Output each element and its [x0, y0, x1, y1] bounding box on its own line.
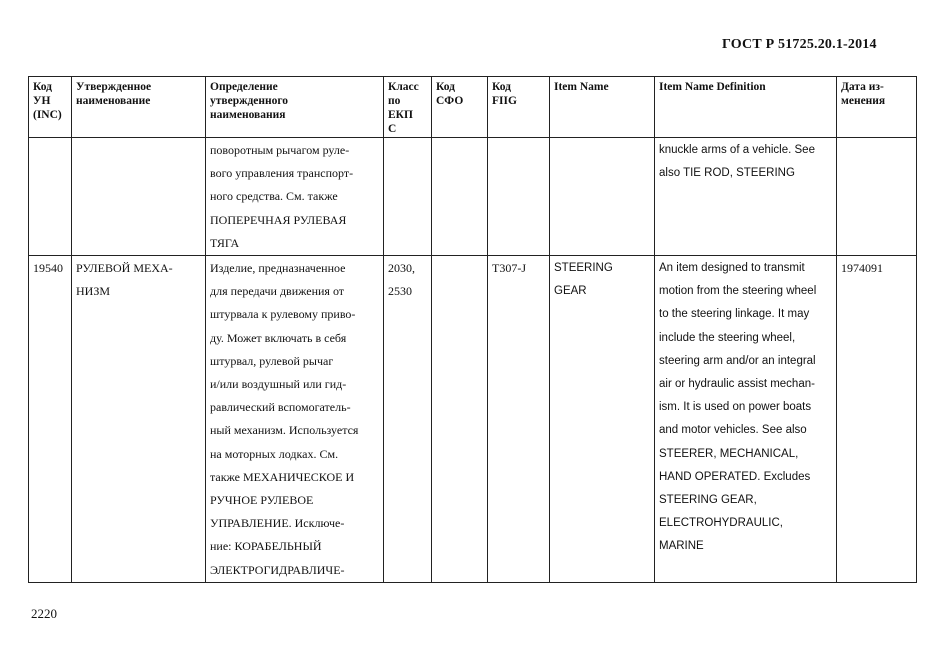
header-line: Item Name: [554, 81, 609, 93]
sfo-header: [432, 77, 488, 138]
terms-table: [28, 76, 917, 583]
definition-cell: [206, 138, 384, 256]
cell-line: air or hydraulic assist mechan-: [659, 378, 815, 391]
name-header: [72, 77, 206, 138]
cell-line: ние: КОРАБЕЛЬНЫЙ: [210, 539, 322, 554]
cell-line: An item designed to transmit: [659, 262, 805, 275]
header-line: Код: [33, 81, 53, 93]
header-line: Дата из-: [841, 81, 884, 93]
cell-line: РУЛЕВОЙ МЕХА-: [76, 261, 173, 276]
standard-header: ГОСТ Р 51725.20.1-2014: [722, 37, 877, 52]
header-line: ЕКП: [388, 109, 413, 121]
page-number: 2220: [31, 606, 57, 621]
cell-line: 19540: [33, 261, 63, 276]
cell-line: поворотным рычагом руле-: [210, 143, 350, 157]
definition-cell: [206, 256, 384, 583]
inc-cell: [29, 138, 72, 256]
cell-line: ELECTROHYDRAULIC,: [659, 517, 783, 530]
cell-line: ism. It is used on power boats: [659, 401, 812, 414]
table-body: [29, 138, 917, 583]
cell-line: для передачи движения от: [210, 284, 345, 299]
header-line: Определение: [210, 81, 278, 93]
item-definition-header: [655, 77, 837, 138]
date-header: [837, 77, 917, 138]
cell-line: НИЗМ: [76, 284, 111, 299]
class-cell: [384, 256, 432, 583]
cell-line: ный механизм. Используется: [210, 423, 359, 438]
cell-line: STEERING GEAR,: [659, 494, 757, 507]
class-cell: [384, 138, 432, 256]
header-line: утвержденного: [210, 95, 289, 107]
cell-line: 2530: [388, 284, 412, 299]
cell-line: GEAR: [554, 285, 587, 298]
name-cell: [72, 256, 206, 583]
header-line: Код: [436, 81, 456, 93]
header-line: СФО: [436, 95, 464, 107]
cell-line: MARINE: [659, 540, 704, 553]
item-definition-cell: [655, 256, 837, 583]
name-cell: [72, 138, 206, 256]
cell-line: steering arm and/or an integral: [659, 354, 816, 367]
cell-line: 2030,: [388, 261, 415, 276]
cell-line: на моторных лодках. См.: [210, 446, 339, 461]
cell-line: HAND OPERATED. Excludes: [659, 470, 811, 483]
cell-line: штурвал, рулевой рычаг: [210, 353, 334, 368]
cell-line: ЭЛЕКТРОГИДРАВЛИЧЕ-: [210, 562, 345, 577]
cell-line: ТЯГА: [210, 235, 240, 250]
header-line: Класс: [388, 81, 419, 93]
header-line: по: [388, 95, 401, 107]
inc-header: [29, 77, 72, 138]
cell-line: также МЕХАНИЧЕСКОЕ И: [210, 469, 355, 484]
date-cell: [837, 256, 917, 583]
cell-line: Изделие, предназначенное: [210, 261, 346, 276]
item-name-header: [550, 77, 655, 138]
cell-line: and motor vehicles. See also: [659, 424, 807, 437]
cell-line: УПРАВЛЕНИЕ. Исключе-: [210, 516, 345, 531]
header-line: менения: [841, 95, 886, 107]
table-header-row: [29, 77, 917, 138]
cell-line: ного средства. См. также: [210, 189, 338, 204]
header-line: FIIG: [492, 95, 517, 107]
cell-line: T307-J: [492, 261, 526, 276]
cell-line: STEERING: [554, 262, 613, 275]
fiig-cell: [488, 138, 550, 256]
header-line: наименование: [76, 95, 151, 107]
cell-line: штурвала к рулевому приво-: [210, 307, 356, 322]
table-row: [29, 256, 917, 583]
table-row: [29, 138, 917, 256]
cell-line: also TIE ROD, STEERING: [659, 167, 795, 180]
header-line: УН: [33, 95, 51, 107]
class-header: [384, 77, 432, 138]
sfo-cell: [432, 256, 488, 583]
cell-line: STEERER, MECHANICAL,: [659, 447, 799, 460]
header-line: (INC): [33, 109, 62, 121]
cell-line: вого управления транспорт-: [210, 166, 354, 181]
cell-line: равлический вспомогатель-: [210, 400, 351, 415]
cell-line: 1974091: [841, 261, 883, 276]
definition-header: [206, 77, 384, 138]
cell-line: РУЧНОЕ РУЛЕВОЕ: [210, 493, 314, 508]
cell-line: и/или воздушный или гид-: [210, 377, 347, 392]
header-line: Item Name Definition: [659, 81, 766, 93]
item-name-cell: [550, 138, 655, 256]
cell-line: include the steering wheel,: [659, 331, 796, 344]
header-line: С: [388, 123, 397, 135]
fiig-header: [488, 77, 550, 138]
inc-cell: [29, 256, 72, 583]
date-cell: [837, 138, 917, 256]
item-definition-cell: [655, 138, 837, 256]
cell-line: to the steering linkage. It may: [659, 308, 810, 321]
cell-line: knuckle arms of a vehicle. See: [659, 144, 815, 156]
fiig-cell: [488, 256, 550, 583]
cell-line: ду. Может включать в себя: [210, 330, 347, 345]
sfo-cell: [432, 138, 488, 256]
cell-line: ПОПЕРЕЧНАЯ РУЛЕВАЯ: [210, 212, 347, 227]
header-line: наименования: [210, 109, 286, 121]
item-name-cell: [550, 256, 655, 583]
header-line: Утвержденное: [76, 81, 152, 93]
header-line: Код: [492, 81, 512, 93]
cell-line: motion from the steering wheel: [659, 285, 817, 298]
